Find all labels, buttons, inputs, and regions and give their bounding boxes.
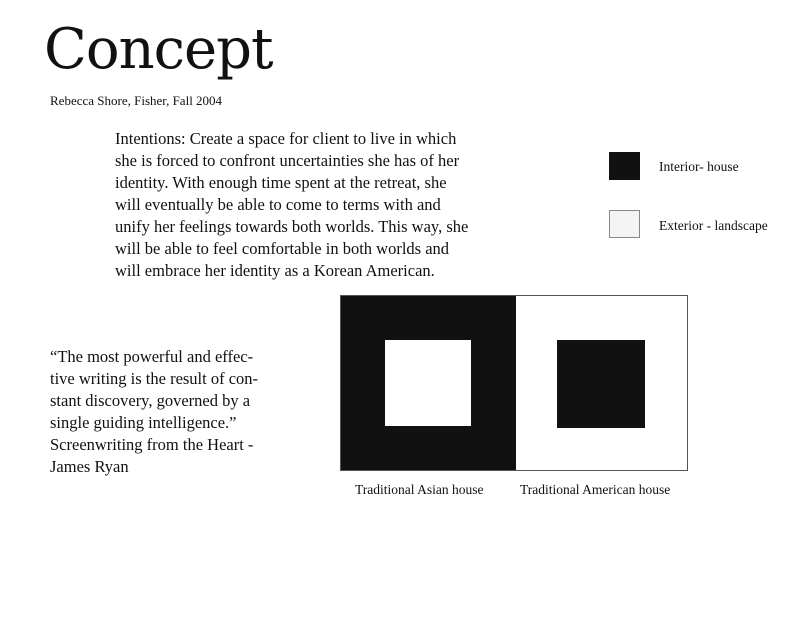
quote-line: stant discovery, governed by a (50, 391, 251, 410)
intentions-line: identity. With enough time spent at the retreat, she (115, 173, 447, 192)
interior-swatch (609, 152, 640, 180)
american-house-block (557, 340, 645, 428)
legend-label-exterior: Exterior - landscape (659, 218, 768, 233)
quote-line: tive writing is the result of con- (50, 369, 259, 388)
intentions-line: she is forced to confront uncertainties she has of her (115, 151, 460, 170)
house-diagram (340, 295, 688, 471)
caption-american-house: Traditional American house (520, 482, 671, 497)
intentions-line: Intentions: Create a space for client to live in which (115, 129, 457, 148)
intentions-line: will be able to feel comfortable in both worlds and (115, 239, 450, 258)
legend-label-interior: Interior- house (659, 159, 739, 174)
quote-line: “The most powerful and effec- (50, 347, 254, 366)
quote-author: James Ryan (50, 457, 129, 476)
author-credit: Rebecca Shore, Fisher, Fall 2004 (50, 93, 223, 108)
quote-attribution: Screenwriting from the Heart - (50, 435, 254, 454)
page-title: Concept (44, 17, 273, 82)
intentions-line: unify her feelings towards both worlds. This way, she (115, 217, 469, 236)
intentions-paragraph (115, 128, 555, 282)
quote-line: single guiding intelligence.” (50, 413, 237, 432)
exterior-swatch (609, 210, 640, 238)
asian-house-courtyard (385, 340, 471, 426)
asian-house-exterior (341, 296, 516, 470)
caption-asian-house: Traditional Asian house (355, 482, 484, 497)
quote-block (50, 346, 320, 478)
intentions-line: will embrace her identity as a Korean American. (115, 261, 435, 280)
intentions-line: will eventually be able to come to terms with and (115, 195, 441, 214)
